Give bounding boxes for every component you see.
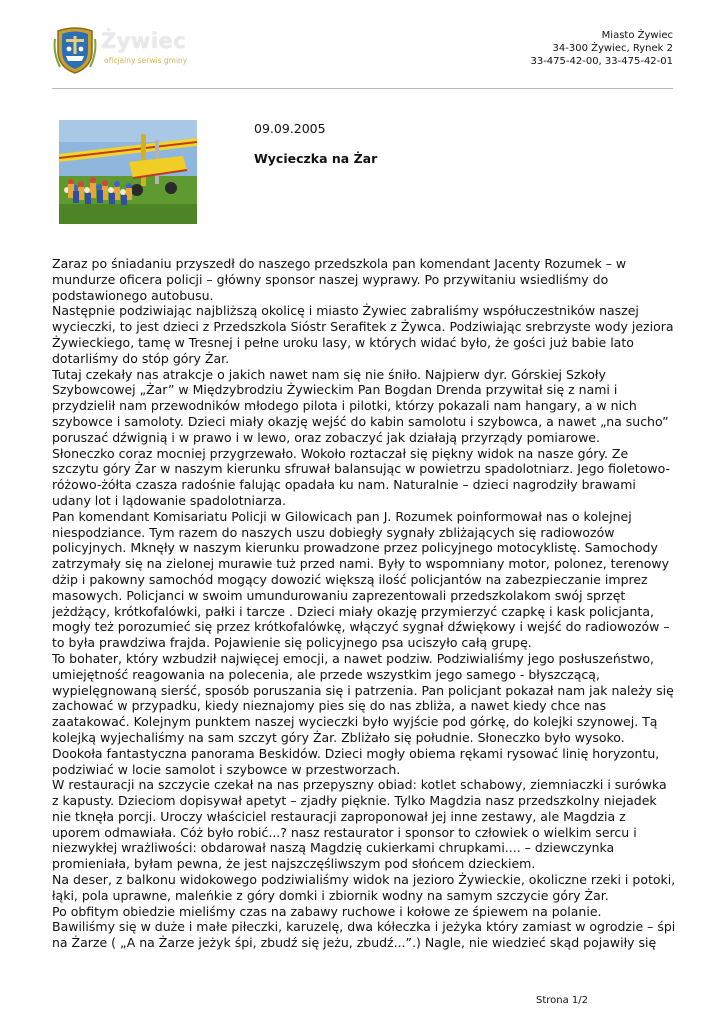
- article-paragraph: W restauracji na szczycie czekał na nas przepyszny obiad: kotlet schabowy, ziemniaczki i surówka z kapusty. Dzieciom dopisywał apetyt – zjadły pięknie. Tylko Magdzia nasz przedszkolny niejadek nie tknęła porcji. Uroczy właściciel restauracji zaproponował jej inne zestawy, ale Magdzia z uporem odmawiała. Cóż było robić...? nasz restaurator i sponsor to człowiek o wielkim sercu i niezwykłej wrażliwości: obdarował naszą Magdzię cukierkami chrupkami.... – dziewczynka promieniała, byłam pewna, że jest najszczęśliwszym pod słońcem dzieckiem.: [52, 777, 667, 872]
- article-paragraph: Tutaj czekały nas atrakcje o jakich nawet nam się nie śniło. Najpierw dyr. Górskiej Szkoły Szybowcowej „Żar” w Międzybrodziu Żywieckim Pan Bogdan Drenda przywitał się z nami i przydzielił nam przewodników młodego pilota i pilotki, którzy pokazali nam hangary, a w nich szybowce i samoloty. Dzieci miały okazję wejść do kabin samolotu i szybowca, a nawet „na sucho” poruszać dźwignią i w prawo i w lewo, oraz zobaczyć jak działają przyrządy pomiarowe.: [52, 366, 669, 445]
- page-number: Strona 1/2: [536, 995, 589, 1006]
- article-paragraph: Pan komendant Komisariatu Policji w Gilowicach pan J. Rozumek poinformował nas o kolejnej niespodziance. Tym razem do naszych uszu dobiegły sygnały zbliżających się radiowozów policyjnych. Mknęły w naszym kierunku prowadzone przez policyjnego motocyklistę. Samochody zatrzymały się na zielonej murawie tuż przed nami. Były to wspomniany motor, polonez, terenowy dżip i pakowny samochód mogący dowozić większą ilość policjantów na zabezpieczanie imprez masowych. Policjanci w swoim umundurowaniu zaprezentowali przedszkolakom swój sprzęt jeżdżący, krótkofalówki, pałki i tarcze . Dzieci miały okazję przymierzyć czapkę i kask policjanta, mogły też porozumieć się przez krótkofalówkę, włączyć sygnał dźwiękowy i wejść do radiowozów – to była prawdziwa frajda. Pojawienie się policyjnego psa uciszyło całą grupę.: [52, 508, 670, 651]
- article-paragraph: Zaraz po śniadaniu przyszedł do naszego przedszkola pan komendant Jacenty Rozumek – w mundurze oficera policji – główny sponsor naszej wyprawy. Po przywitaniu wsiedliśmy do podstawionego autobusu.: [52, 256, 627, 303]
- article-photo: [59, 120, 197, 224]
- article-paragraph: Na deser, z balkonu widokowego podziwialiśmy widok na jezioro Żywieckie, okoliczne rzeki i potoki, łąki, pola uprawne, maleńkie z góry domki i zbiornik wodny na samym szczycie góry Żar.: [52, 872, 676, 903]
- logo-tagline: oficjalny serwis gminy: [104, 56, 188, 65]
- site-logo[interactable]: [52, 25, 192, 75]
- article-paragraph: Następnie podziwiając najbliższą okolicę i miasto Żywiec zabraliśmy współuczestników naszej wycieczki, to jest dzieci z Przedszkola Sióstr Serafitek z Żywca. Podziwiając srebrzyste wody jeziora Żywieckiego, tamę w Tresnej i pełne uroku lasy, w których widać było, że gości już babie lato dotarliśmy do stóp góry Żar.: [52, 303, 674, 366]
- address-city: Miasto Żywiec: [601, 30, 673, 41]
- article-title: Wycieczka na Żar: [254, 151, 378, 166]
- header-divider: [52, 88, 673, 89]
- article-paragraph: To bohater, który wzbudził najwięcej emocji, a nawet podziw. Podziwialiśmy jego posłuszeństwo, umiejętność reagowania na polecenia, ale przede wszystkim jego samego - błyszczącą, wypielęgnowaną sierść, sposób poruszania się i patrzenia. Pan policjant pokazał nam jak należy się zachować w przypadku, kiedy nieznajomy pies się do nas zbliża, a nawet kiedy chce nas zaatakować. Kolejnym punktem naszej wycieczki było wyjście pod górkę, do kolejki szynowej. Tą kolejką wyjechaliśmy na sam szczyt góry Żar. Zbliżało się południe. Słoneczko było wysoko. Dookoła fantastyczna panorama Beskidów. Dzieci mogły obiema rękami rysować linię horyzontu, podziwiać w locie samolot i szybowce w przestworzach.: [52, 650, 674, 777]
- address-phone: 33-475-42-00, 33-475-42-01: [530, 56, 673, 67]
- contact-address: [530, 29, 673, 68]
- article-body: [52, 256, 677, 951]
- article-date: 09.09.2005: [254, 121, 326, 136]
- article-paragraph: Po obfitym obiedzie mieliśmy czas na zabawy ruchowe i kołowe ze śpiewem na polanie.: [52, 903, 602, 919]
- address-street: 34-300 Żywiec, Rynek 2: [552, 43, 673, 54]
- coat-of-arms-icon: [52, 25, 98, 75]
- article-paragraph: Bawiliśmy się w duże i małe piłeczki, karuzelę, dwa kółeczka i jeżyka który zamiast w ogrodzie – śpi na Żarze ( „A na Żarze jeżyk śpi, zbudź się jeżu, zbudź...”.) Nagle, nie wiedzieć skąd pojawiły się: [52, 919, 676, 951]
- logo-wordmark: Żywiec: [101, 29, 187, 53]
- article-paragraph: Słoneczko coraz mocniej przygrzewało. Wokoło roztaczał się piękny widok na nasze góry. Ze szczytu góry Żar w naszym kierunku sfruwał balansując w powietrzu spadolotniarz. Jego fioletowo- różowo-żółta czasza radośnie falując opadała ku nam. Naturalnie – dzieci nagrodziły brawami udany lot i lądowanie spadolotniarza.: [52, 445, 670, 508]
